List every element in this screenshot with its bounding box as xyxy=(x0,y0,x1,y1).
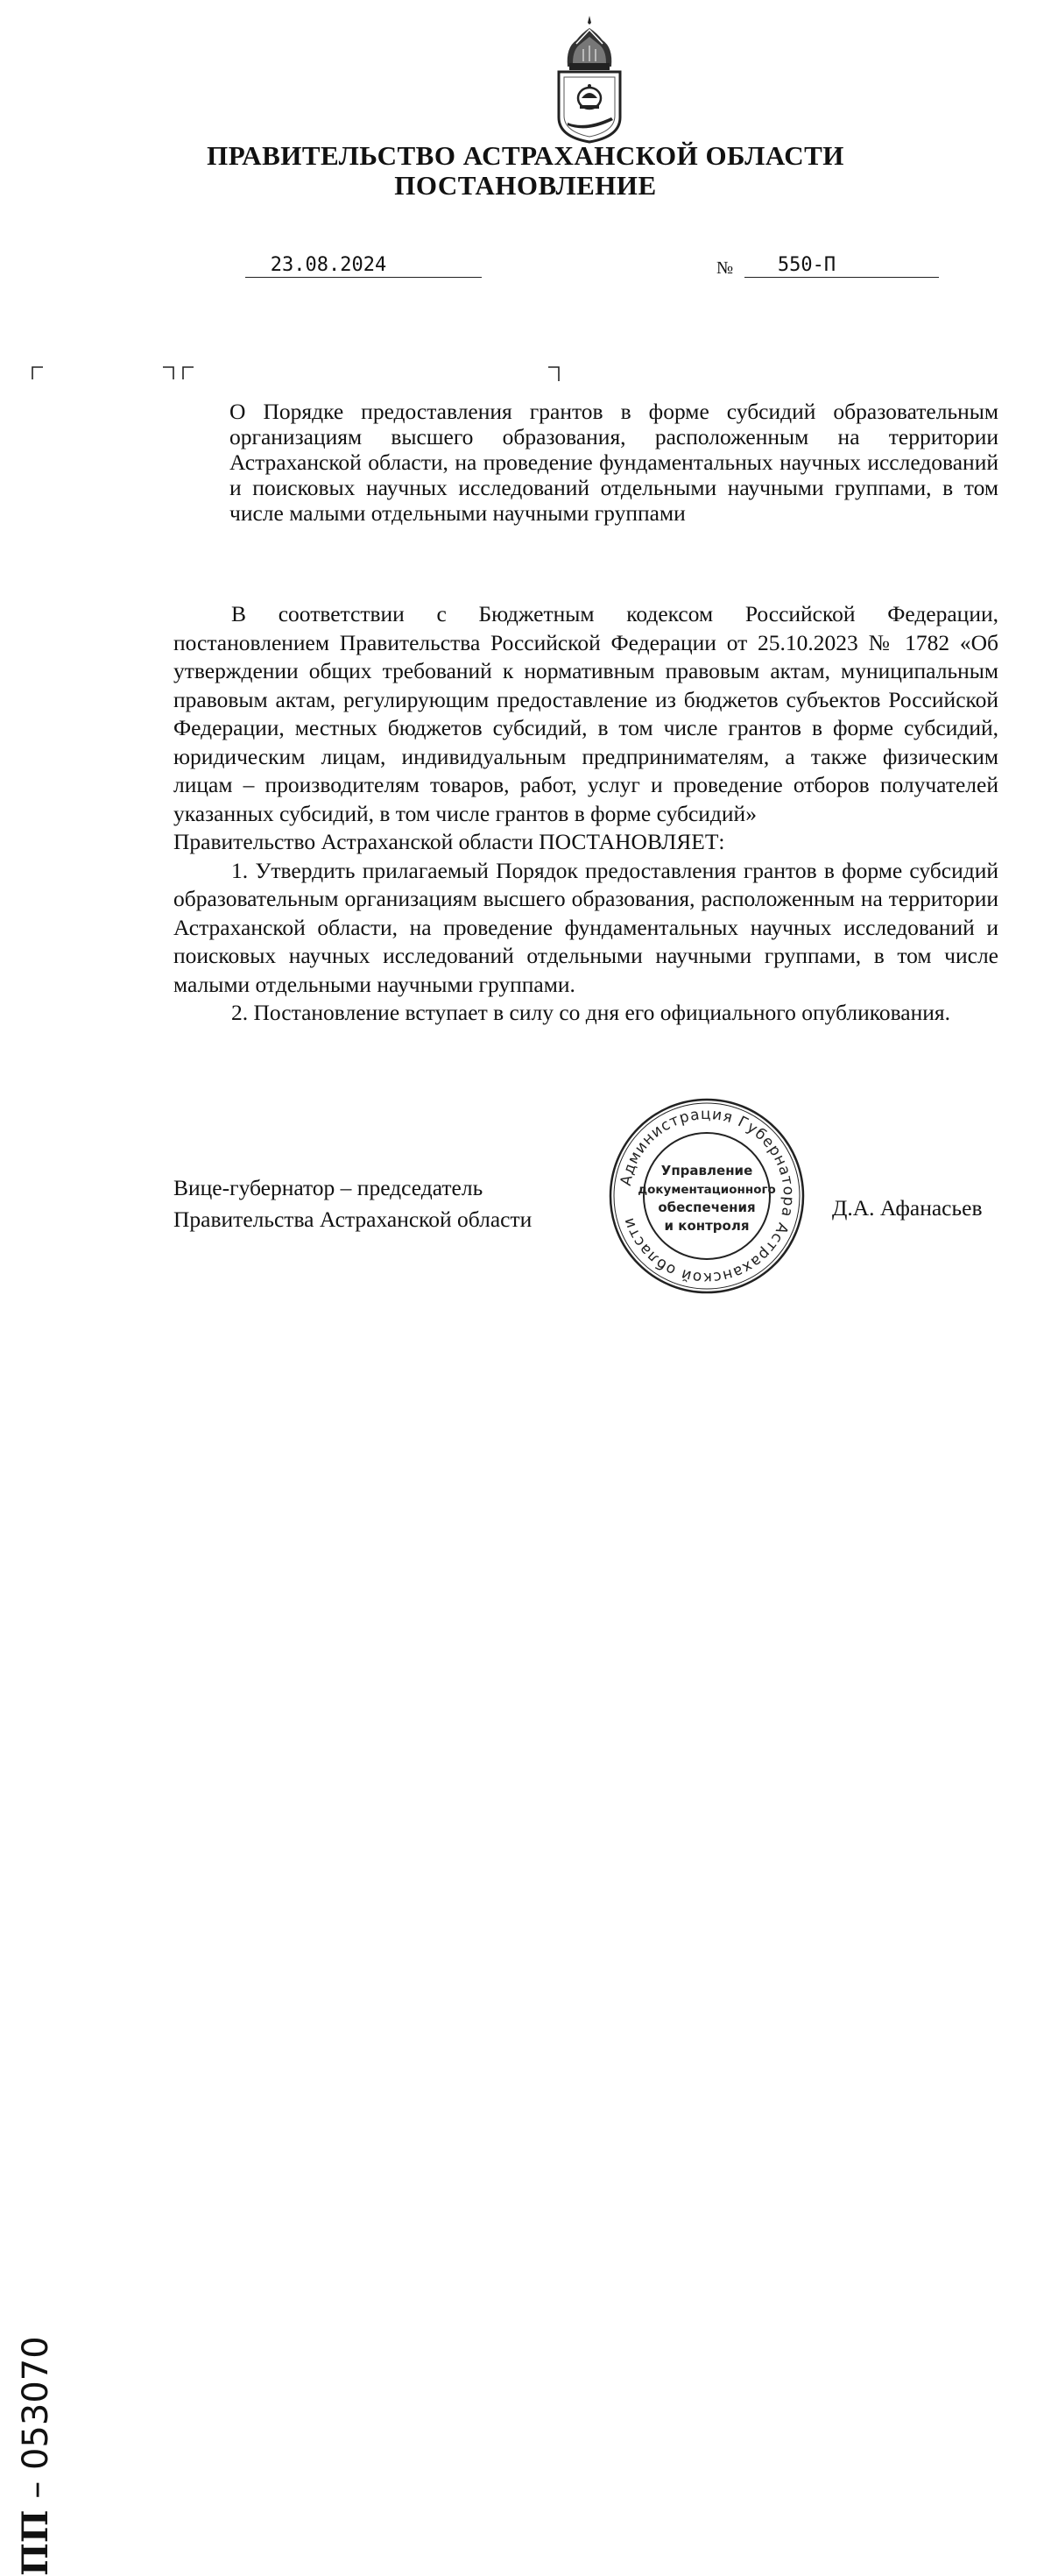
resolves-line: Правительство Астраханской области ПОСТАНОВЛЯЕТ: xyxy=(173,829,725,854)
coat-of-arms-emblem xyxy=(550,14,629,144)
corner-mark-middle-left xyxy=(182,366,194,380)
corner-mark-right xyxy=(548,366,561,382)
document-number-value: 550-П xyxy=(777,254,836,276)
document-number xyxy=(744,254,939,278)
serial-series: ПП xyxy=(15,2509,56,2576)
document-subject: О Порядке предоставления грантов в форме субсидий образовательным организациям высшего образования, расположенным на территории Астраханской области, на проведение фундаментальных научных исследований и поисковых научных исследований отдельными научными группами, в том числе малыми отдельными научными группами xyxy=(229,399,998,526)
document-date-value: 23.08.2024 xyxy=(270,254,387,276)
government-title: ПРАВИТЕЛЬСТВО АСТРАХАНСКОЙ ОБЛАСТИ xyxy=(207,140,844,171)
serial-digits: 053070 xyxy=(16,2336,56,2471)
document-type-title: ПОСТАНОВЛЕНИЕ xyxy=(394,170,657,201)
document-date xyxy=(245,254,482,278)
document-body xyxy=(173,600,998,1028)
signatory-position xyxy=(173,1172,532,1235)
number-sign: № xyxy=(716,258,734,278)
serial-number: ПП – 053070 xyxy=(15,2336,56,2576)
official-stamp xyxy=(606,1095,808,1297)
stamp-line-4: и контроля xyxy=(664,1218,750,1234)
stamp-line-3: обеспечения xyxy=(658,1200,756,1215)
item-1-paragraph: 1. Утвердить прилагаемый Порядок предоставления грантов в форме субсидий образовательным организациям высшего образования, расположенным на территории Астраханской области, на проведение фундаментальных научных исследований и поисковых научных исследований отдельными научными группами, в том числе малыми отдельными научными группами. xyxy=(173,857,998,997)
stamp-line-2: документационного xyxy=(638,1183,776,1197)
corner-mark-left xyxy=(32,366,44,380)
item-2-paragraph: 2. Постановление вступает в силу со дня его официального опубликования. xyxy=(231,1000,950,1025)
signatory-position-line-2: Правительства Астраханской области xyxy=(173,1207,533,1232)
corner-mark-middle-right xyxy=(163,366,175,380)
signatory-name: Д.А. Афанасьев xyxy=(832,1195,983,1221)
stamp-line-1: Управление xyxy=(660,1163,753,1178)
signatory-position-line-1: Вице-губернатор – председатель xyxy=(173,1175,483,1200)
serial-number-wrapper xyxy=(15,1367,72,2576)
stamp-outer-text: Администрация Губернатора Астраханской области xyxy=(617,1105,798,1287)
preamble-paragraph: В соответствии с Бюджетным кодексом Российской Федерации, постановлением Правительства Российской Федерации от 25.10.2023 № 1782 «Об утверждении общих требований к нормативным правовым актам, муниципальным правовым актам, регулирующим предоставление из бюджетов субъектов Российской Федерации, местных бюджетов субсидий, в том числе грантов в форме субсидий, юридическим лицам, индивидуальным предпринимателям, а также физическим лицам – производителям товаров, работ, услуг и проведение отборов получателей указанных субсидий, в том числе грантов в форме субсидий» xyxy=(173,601,998,826)
